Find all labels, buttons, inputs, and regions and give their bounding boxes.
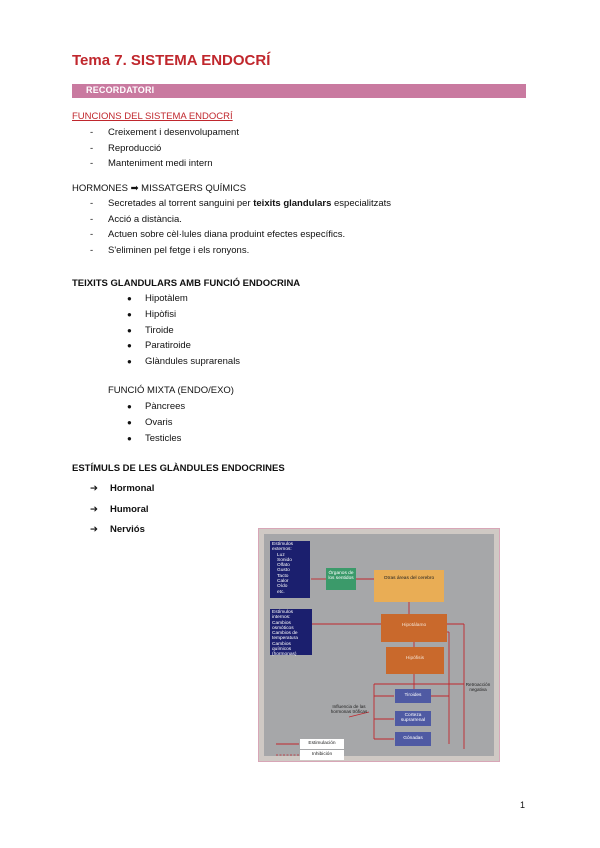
external-stimuli-box: Estímulos externos: Luz Sonido Olfato Gusto Tacto Calor Oído etc. [270,541,310,598]
legend-inhibition: Inhibición [300,750,344,760]
funcions-list [72,125,239,172]
legend-stimulation: Estimulación [300,739,344,749]
sense-organs-box: Órganos de los sentidos [326,568,356,590]
list-item: ● Tiroide [127,323,240,339]
pituitary-box: Hipófisis [386,647,444,674]
banner-label: RECORDATORI [86,85,155,95]
list-item: - Manteniment medi intern [72,156,239,172]
list-item: - Secretades al torrent sanguini per teixits glandulars especialitzats [72,196,391,212]
list-item: ➔ Nerviós [90,520,154,541]
list-item: ● Ovaris [127,415,185,431]
page-title: Tema 7. SISTEMA ENDOCRÍ [72,52,271,69]
page-number: 1 [520,800,526,810]
list-item: ➔ Humoral [90,500,154,521]
gonads-box: Gónadas [395,732,431,746]
list-item: ● Testicles [127,431,185,447]
mixta-list [127,399,185,446]
internal-stimuli-box: Estímulos internos: Cambios osmóticos Cambios de temperatura Cambios químicos (hormonas) [270,609,312,655]
list-item: - Creixement i desenvolupament [72,125,239,141]
list-item: ● Hipotàlem [127,291,240,307]
list-item: ● Paratiroide [127,338,240,354]
list-item: - S'eliminen pel fetge i els ronyons. [72,243,391,259]
hormones-heading: HORMONES ➡ MISSATGERS QUÍMICS [72,183,247,194]
list-item: ● Hipòfisi [127,307,240,323]
hypothalamus-box: Hipotálamo [381,614,447,642]
hormones-list [72,196,391,258]
estimuls-heading: ESTÍMULS DE LES GLÀNDULES ENDOCRINES [72,463,285,474]
list-item: - Acció a distància. [72,212,391,228]
list-item: ● Pàncrees [127,399,185,415]
estimuls-list [90,479,154,541]
recordatori-banner [72,84,526,98]
list-item: ● Glàndules suprarenals [127,354,240,370]
endocrine-diagram [258,528,500,762]
negative-feedback-label: Retroacción negativa [465,682,491,693]
list-item: - Reproducció [72,141,239,157]
trophic-hormones-label: Influencia de las hormonas tróficas [330,704,368,715]
mixta-heading: FUNCIÓ MIXTA (ENDO/EXO) [108,385,234,396]
list-item: - Actuen sobre cèl·lules diana produint efectes específics. [72,227,391,243]
thyroid-box: Tiroides [395,689,431,703]
teixits-list [127,291,240,370]
funcions-heading: FUNCIONS DEL SISTEMA ENDOCRÍ [72,111,233,122]
brain-areas-box: Otras áreas del cerebro [374,570,444,602]
adrenal-cortex-box: Corteza suprarrenal [395,711,431,726]
diagram-panel [264,534,494,756]
teixits-heading: TEIXITS GLANDULARS AMB FUNCIÓ ENDOCRINA [72,278,301,289]
list-item: ➔ Hormonal [90,479,154,500]
